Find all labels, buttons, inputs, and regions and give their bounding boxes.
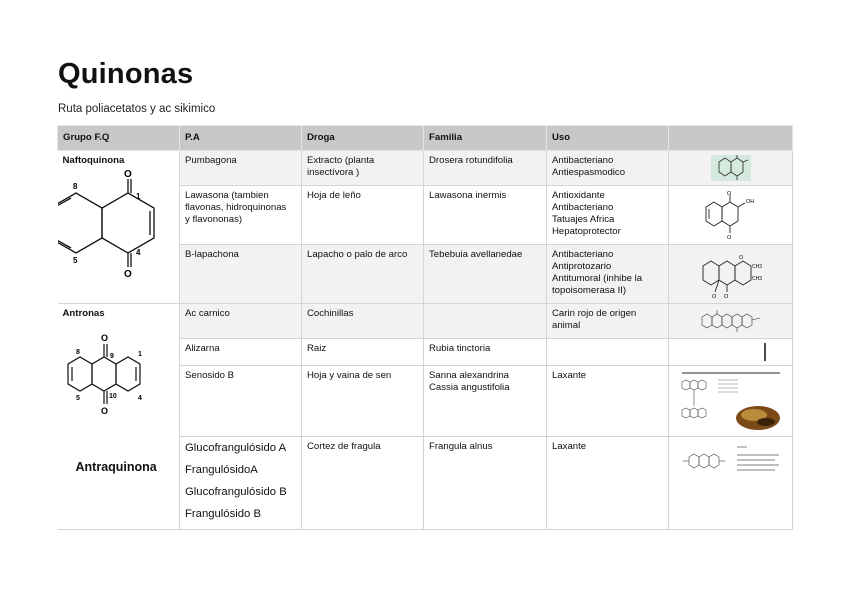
- cell-uso: Carin rojo de origen animal: [547, 304, 669, 339]
- struct-label: CH3: [751, 276, 762, 282]
- struct-label: 8: [72, 182, 77, 191]
- struct-label: 1: [137, 351, 142, 358]
- plumbagin-structure-image: [711, 155, 751, 181]
- struct-label: 9: [109, 353, 114, 360]
- cell-familia: Rubia tinctoria: [424, 339, 547, 366]
- cell-image: [669, 437, 793, 530]
- struct-label: O: [738, 255, 743, 261]
- group-cell-antronas: [58, 304, 180, 530]
- cell-pa: Alizarna: [180, 339, 302, 366]
- cell-pa: Lawasona (tambien flavonas, hidroquinonas y flavononas): [180, 186, 302, 245]
- cell-droga: Cochinillas: [302, 304, 424, 339]
- cell-familia: Sanna alexandrina Cassia angustifolia: [424, 366, 547, 437]
- cell-pa: Ac carnico: [180, 304, 302, 339]
- cell-image: [669, 151, 793, 186]
- cell-droga: Hoja y vaina de sen: [302, 366, 424, 437]
- cell-image: [669, 245, 793, 304]
- cell-image: [669, 186, 793, 245]
- cell-familia: Frangula alnus: [424, 437, 547, 530]
- cell-familia: [424, 304, 547, 339]
- glucofrangulin-structure-image: [675, 441, 787, 481]
- cell-uso: [547, 339, 669, 366]
- header-familia: Familia: [424, 126, 547, 151]
- cell-droga: Raiz: [302, 339, 424, 366]
- header-pa: P.A: [180, 126, 302, 151]
- header-image: [669, 126, 793, 151]
- struct-label: O: [726, 235, 731, 240]
- struct-label: OH: [745, 199, 754, 205]
- struct-label: O: [100, 333, 108, 343]
- struct-label: 10: [108, 393, 117, 400]
- sennoside-image: [674, 370, 788, 432]
- table-header-row: [58, 126, 793, 151]
- cell-familia: Drosera rotundifolia: [424, 151, 547, 186]
- struct-label: 4: [137, 395, 142, 402]
- cell-pa: Senosido B: [180, 366, 302, 437]
- quinonas-table: [57, 125, 793, 530]
- cell-familia: Lawasona inermis: [424, 186, 547, 245]
- cell-image: [669, 304, 793, 339]
- carminic-acid-structure-image: [698, 308, 764, 334]
- cell-image: [669, 339, 793, 366]
- cell-uso: Antibacteriano Antiprotozario Antitumoral (inhibe la topoisomerasa II): [547, 245, 669, 304]
- antraquinona-label: Antraquinona: [75, 460, 157, 474]
- cell-pa: Glucofrangulósido A FrangulósidoA Glucofrangulósido B Frangulósido B: [180, 437, 302, 530]
- page-title: Quinonas: [58, 58, 194, 90]
- struct-label: O: [100, 406, 108, 416]
- struct-label: 1: [135, 192, 140, 201]
- struct-label: 5: [75, 395, 80, 402]
- cell-familia: Tebebuia avellanedae: [424, 245, 547, 304]
- cell-droga: Hoja de leño: [302, 186, 424, 245]
- cell-pa: B-lapachona: [180, 245, 302, 304]
- beta-lapachone-structure-image: [695, 249, 767, 299]
- cell-uso: Antibacteriano Antiespasmodico: [547, 151, 669, 186]
- group-name: Naftoquinona: [62, 155, 125, 166]
- group-cell-naftoquinona: [58, 151, 180, 304]
- cell-uso: Antioxidante Antibacteriano Tatuajes Africa Hepatoprotector: [547, 186, 669, 245]
- cell-uso: Laxante: [547, 437, 669, 530]
- cell-droga: Cortez de fragula: [302, 437, 424, 530]
- header-uso: Uso: [547, 126, 669, 151]
- cell-image: [669, 366, 793, 437]
- struct-label: 8: [75, 349, 80, 356]
- struct-label: CH3: [751, 264, 762, 270]
- struct-label: O: [123, 169, 132, 180]
- struct-label: O: [711, 294, 716, 299]
- struct-label: O: [123, 269, 132, 277]
- group-name: Antronas: [62, 308, 105, 319]
- struct-label: 4: [135, 248, 140, 257]
- struct-label: O: [726, 191, 731, 197]
- table-row: [58, 151, 793, 186]
- anthraquinone-structure: [58, 328, 178, 418]
- alizarin-structure-image: [691, 343, 771, 361]
- cell-droga: Extracto (planta insectívora ): [302, 151, 424, 186]
- cell-uso: Laxante: [547, 366, 669, 437]
- lawsone-structure-image: [696, 190, 766, 240]
- cell-pa: Pumbagona: [180, 151, 302, 186]
- naphthoquinone-structure: [58, 167, 178, 277]
- cell-droga: Lapacho o palo de arco: [302, 245, 424, 304]
- header-droga: Droga: [302, 126, 424, 151]
- struct-label: O: [723, 294, 728, 299]
- header-grupo: Grupo F.Q: [58, 126, 180, 151]
- page-subtitle: Ruta poliacetatos y ac sikimico: [58, 103, 216, 115]
- struct-label: 5: [72, 256, 77, 265]
- table-row: [58, 304, 793, 339]
